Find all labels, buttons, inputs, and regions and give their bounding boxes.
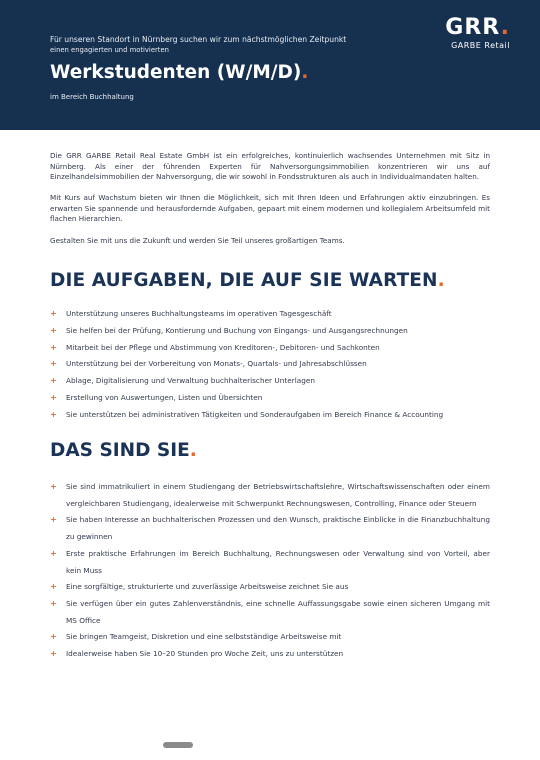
logo-mark: GRR. <box>445 15 510 40</box>
scroll-handle[interactable] <box>163 742 193 748</box>
list-item <box>50 326 490 336</box>
list-item-text: Unterstützung bei der Vorbereitung von Monats-, Quartals- und Jahresabschlüssen <box>66 359 367 369</box>
list-item <box>50 546 490 579</box>
list-item-text: Sie unterstützen bei administrativen Tätigkeiten und Sonderaufgaben im Bereich Finance & Accounting <box>66 409 444 419</box>
list-item <box>50 479 490 512</box>
plus-icon: + <box>50 342 57 352</box>
plus-icon: + <box>50 409 57 419</box>
plus-icon: + <box>50 548 57 558</box>
list-item <box>50 376 490 386</box>
plus-icon: + <box>50 482 57 491</box>
list-item-text: Sie sind immatrikuliert in einem Studiengang der Betriebswirtschaftslehre, Wirtschaftswissenschaften oder einem vergleichbaren Studiengang, idealerweise mit Schwerpunkt Rechnungswesen, Controlling, Finance oder Steuern <box>66 482 490 508</box>
list-item <box>50 512 490 545</box>
list-item-text: Erste praktische Erfahrungen im Bereich Buchhaltung, Rechnungswesen oder Verwaltung sind von Vorteil, aber kein Muss <box>66 548 490 575</box>
list-item <box>50 629 490 646</box>
intro-paragraph: Mit Kurs auf Wachstum bieten wir Ihnen die Möglichkeit, sich mit Ihren Ideen und Erfahrungen aktiv einzubringen. Es erwarten Sie spannende und herausfordernde Aufgaben, gepaart mit einem modernen und kollegialem Arbeitsumfeld mit flachen Hierarchien. <box>50 193 490 223</box>
profile-heading <box>50 440 197 461</box>
list-item <box>50 646 490 663</box>
list-item-text: Erstellung von Auswertungen, Listen und Übersichten <box>66 392 263 402</box>
tasks-heading-dot: . <box>437 270 445 291</box>
list-item <box>50 596 490 629</box>
list-item <box>50 309 490 319</box>
list-item <box>50 343 490 353</box>
list-item <box>50 393 490 403</box>
tasks-heading-text: DIE AUFGABEN, DIE AUF SIE WARTEN <box>50 270 438 291</box>
plus-icon: + <box>50 359 57 369</box>
list-item <box>50 410 490 420</box>
tasks-list <box>50 309 490 427</box>
list-item-text: Mitarbeit bei der Pflege und Abstimmung von Kreditoren-, Debitoren- und Sachkonten <box>66 342 380 352</box>
intro-line-1: Für unseren Standort in Nürnberg suchen wir zum nächstmöglichen Zeitpunkt <box>50 35 347 44</box>
intro-paragraph: Gestalten Sie mit uns die Zukunft und werden Sie Teil unseres großartigen Teams. <box>50 236 345 245</box>
plus-icon: + <box>50 649 57 659</box>
plus-icon: + <box>50 598 57 608</box>
list-item-text: Sie verfügen über ein gutes Zahlenverständnis, eine schnelle Auffassungsgabe sowie einen sicheren Umgang mit MS Office <box>66 598 490 625</box>
list-item-text: Sie helfen bei der Prüfung, Kontierung und Buchung von Eingangs- und Ausgangsrechnungen <box>66 325 408 335</box>
plus-icon: + <box>50 309 57 318</box>
intro-paragraph: Die GRR GARBE Retail Real Estate GmbH ist ein erfolgreiches, kontinuierlich wachsendes Unternehmen mit Sitz in Nürnberg. Als einer der führenden Experten für Nahversorgungsimmobilien konzentrieren wir uns auf Einzelhandelsimmobilien der Nahversorgung, die wir sowohl in Fondsstrukturen als auch in Individualmandaten halten. <box>50 151 490 181</box>
list-item-text: Ablage, Digitalisierung und Verwaltung buchhalterischer Unterlagen <box>66 376 315 386</box>
company-logo <box>400 16 510 50</box>
profile-list <box>50 479 490 663</box>
job-title <box>50 62 308 83</box>
plus-icon: + <box>50 325 57 335</box>
job-subtitle: im Bereich Buchhaltung <box>50 93 134 101</box>
plus-icon: + <box>50 515 57 525</box>
plus-icon: + <box>50 582 57 592</box>
intro-line-2: einen engagierten und motivierten <box>50 46 169 54</box>
plus-icon: + <box>50 376 57 386</box>
profile-heading-dot: . <box>189 440 197 461</box>
plus-icon: + <box>50 632 57 642</box>
list-item-text: Eine sorgfältige, strukturierte und zuverlässige Arbeitsweise zeichnet Sie aus <box>66 582 349 592</box>
profile-heading-text: DAS SIND SIE <box>50 440 190 461</box>
logo-name: GARBE Retail <box>451 41 510 50</box>
list-item-text: Unterstützung unseres Buchhaltungsteams im operativen Tagesgeschäft <box>66 309 332 318</box>
list-item-text: Idealerweise haben Sie 10–20 Stunden pro Woche Zeit, uns zu unterstützen <box>66 649 344 659</box>
list-item-text: Sie bringen Teamgeist, Diskretion und eine selbstständige Arbeitsweise mit <box>66 632 342 642</box>
plus-icon: + <box>50 392 57 402</box>
list-item <box>50 359 490 369</box>
list-item <box>50 579 490 596</box>
list-item-text: Sie haben Interesse an buchhalterischen Prozessen und den Wunsch, praktische Einblicke in die Finanzbuchhaltung zu gewinnen <box>66 515 490 542</box>
job-title-text: Werkstudenten (W/M/D) <box>50 62 302 83</box>
tasks-heading <box>50 270 445 291</box>
title-dot: . <box>301 62 309 83</box>
